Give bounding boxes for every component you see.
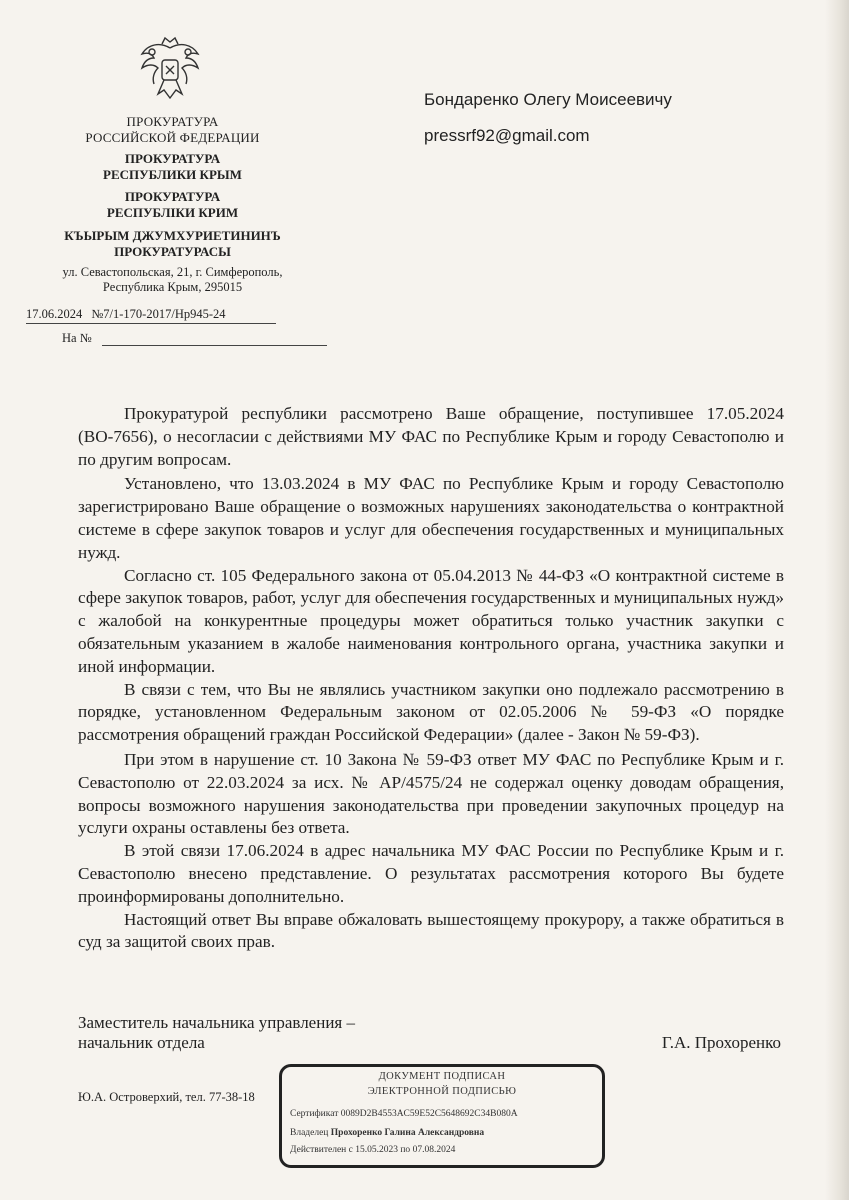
reference-date: 17.06.2024: [26, 307, 83, 321]
stamp-valid-to-label: по: [400, 1145, 411, 1155]
stamp-valid-from: 15.05.2023: [355, 1145, 398, 1155]
stamp-certificate-label: Сертификат: [290, 1109, 339, 1119]
body-paragraph: Настоящий ответ Вы вправе обжаловать вышестоящему прокурору, а также обратиться в суд за защитой своих прав.: [78, 909, 784, 952]
stamp-owner-label: Владелец: [290, 1128, 329, 1138]
executor-contact: Ю.А. Островерхий, тел. 77-38-18: [78, 1090, 255, 1104]
body-paragraph: Прокуратурой республики рассмотрено Ваше обращение, поступившее 17.05.2024 (ВО-7656), о несогласии с действиями МУ ФАС по Республике Крым и городу Севастополю и по другим вопросам.: [78, 404, 784, 469]
prosecutor-crimea-heading-ru: ПРОКУРАТУРА РЕСПУБЛИКИ КРЫМ: [103, 151, 242, 182]
body-paragraph: В связи с тем, что Вы не являлись участником закупки оно подлежало рассмотрению в порядке, установленном Федеральным законом от 02.05.2006 № 59-ФЗ «О порядке рассмотрения обращений граждан Российской Федерации» (далее - Закон № 59-ФЗ).: [78, 679, 784, 745]
recipient-name: Бондаренко Олегу Моисеевичу: [424, 90, 672, 109]
incoming-reference-label: На №: [62, 331, 92, 345]
stamp-certificate-value: 0089D2B4553AC59E52C5648692C34B080A: [340, 1109, 518, 1119]
sender-address: ул. Севастопольская, 21, г. Симферополь, Республика Крым, 295015: [62, 265, 283, 294]
reference-number: №7/1-170-2017/Нр945-24: [91, 307, 226, 321]
incoming-reference-blank-line: [102, 345, 327, 346]
body-paragraph: Установлено, что 13.03.2024 в МУ ФАС по Республике Крым и городу Севастополю зарегистрировано Ваше обращение о возможных нарушениях законодательства о контрактной системе в сфере закупок товаров и услуг для обеспечения государственных и муниципальных нужд.: [78, 474, 784, 562]
stamp-validity: [290, 1145, 455, 1155]
body-paragraph: Согласно ст. 105 Федерального закона от 05.04.2013 № 44-ФЗ «О контрактной системе в сфере закупок товаров, работ, услуг для обеспечения государственных и муниципальных нужд» с жалобой на конкурентные процедуры может обратиться только участник закупки с обязательным указанием в жалобе наименования контрольного органа, участника закупки и иной информации.: [78, 565, 784, 676]
page-edge-shadow: [825, 0, 849, 1200]
stamp-certificate: [290, 1109, 518, 1119]
prosecutor-rf-heading: ПРОКУРАТУРА РОССИЙСКОЙ ФЕДЕРАЦИИ: [85, 114, 260, 145]
signatory-name: Г.А. Прохоренко: [661, 1033, 781, 1052]
stamp-heading-2: ЭЛЕКТРОННОЙ ПОДПИСЬЮ: [367, 1086, 517, 1097]
recipient-email: pressrf92@gmail.com: [424, 126, 590, 145]
body-paragraph: При этом в нарушение ст. 10 Закона № 59-ФЗ ответ МУ ФАС по Республике Крым и г. Севастополю от 22.03.2024 за исх. № АР/4575/24 не содержал оценку доводам обращения, вопросы возможного нарушения законодательства при проведении закупочных процедур на услуги охраны оставлены без ответа.: [78, 749, 784, 838]
letter-body: [78, 403, 784, 954]
stamp-heading-1: ДОКУМЕНТ ПОДПИСАН: [378, 1071, 506, 1082]
prosecutor-crimea-heading-ua: ПРОКУРАТУРА РЕСПУБЛIКИ КРИМ: [106, 189, 239, 220]
prosecutor-crimea-heading-crh: КЪЫРЫМ ДЖУМХУРИЕТИНИНЪ ПРОКУРАТУРАСЫ: [64, 228, 281, 259]
body-paragraph: В этой связи 17.06.2024 в адрес начальника МУ ФАС России по Республике Крым и г. Севастополю внесено представление. О результатах рассмотрения которого Вы будете проинформированы дополнительно.: [78, 841, 784, 906]
electronic-signature-stamp: [279, 1064, 605, 1168]
stamp-valid-label: Действителен с: [290, 1145, 353, 1155]
double-headed-eagle-emblem-icon: [130, 30, 210, 110]
stamp-owner: [290, 1128, 484, 1138]
stamp-valid-to: 07.08.2024: [412, 1145, 456, 1155]
outgoing-reference: [26, 307, 276, 324]
signatory-position: Заместитель начальника управления – начальник отдела: [78, 1013, 355, 1052]
stamp-owner-value: Прохоренко Галина Александровна: [330, 1128, 485, 1138]
